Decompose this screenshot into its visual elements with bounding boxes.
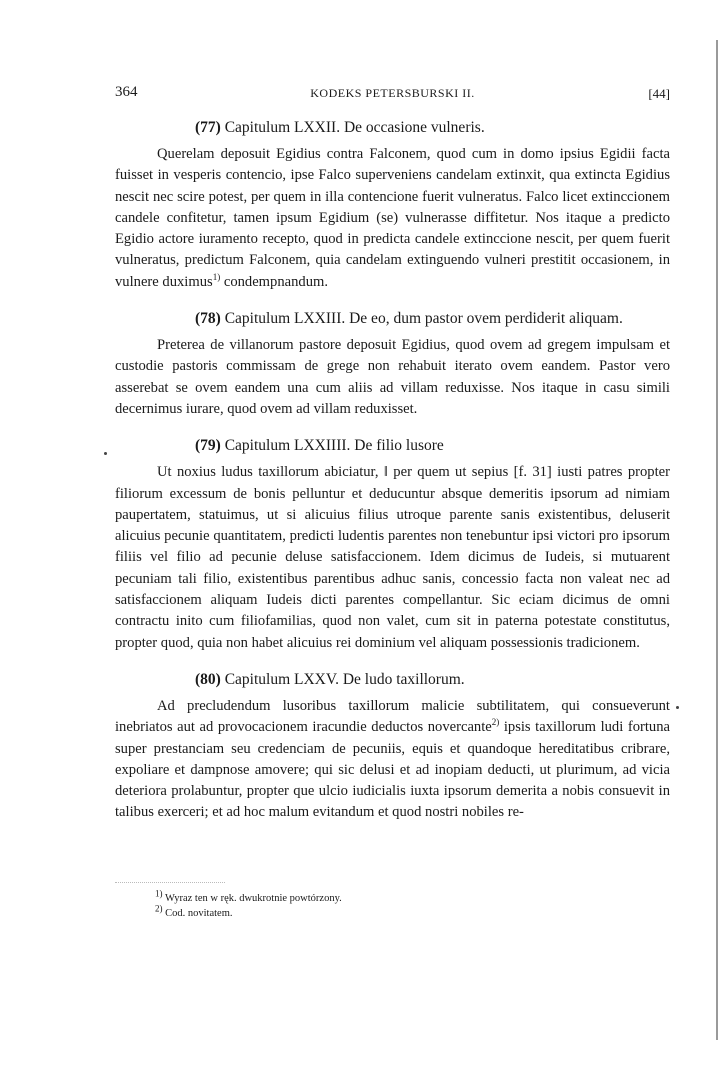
footnote-ref: 2)	[491, 717, 500, 728]
chapter-heading: (79) Capitulum LXXIIII. De filio lusore	[195, 437, 444, 455]
signature-mark: [44]	[648, 86, 670, 101]
chapter-heading: (77) Capitulum LXXII. De occasione vulneris.	[195, 119, 485, 136]
ink-speck	[104, 452, 107, 455]
page-edge-line	[716, 40, 718, 1040]
footnote-rule	[115, 882, 225, 883]
running-header	[115, 84, 670, 108]
footnote-ref: 1)	[212, 271, 221, 282]
footnote: $^{1)}$ Wyraz ten w ręk. dwukrotnie powtórzony.	[155, 888, 342, 904]
footnote: $^{2)}$ Cod. novitatem.	[155, 903, 233, 919]
ink-speck	[676, 706, 679, 709]
chapter-text: Querelam deposuit Egidius contra Falconem, quod cum in domo ipsius Egidii facta fuisset in vesperis contencio, ipse Falco superveniens candelam extinxit, qua extincta Egidius nescit nec scire potest, per quem in illa contencione fuerit vulneratus. Falco licet extinccionem candele confitetur, tamen ipsum Egidium (se) vulnerasse diffitetur. Nos itaque a predicto Egidio actore iuramento recepto, quod in predicta candele extinccione nescit, per quem fuerit vulneratus, predictum Falconem, quia candelam extinguendo vulneri prestitit occasionem, in vulnere duximus$^{1)}$ condempnandum.	[115, 146, 670, 290]
chapter-text: Ad precludendum lusoribus taxillorum malicie subtilitatem, qui consueverunt inebriatos aut ad provocacionem iracundie deductos novercante$^{2)}$ ipsis taxillorum ludi fortuna super prestanciam seu credenciam de pecuniis, equis et quandoque hereditatibus cribrare, expoliare et dampnose amovere; qui sic delusi et ad inopiam deducti, ut plurimum, ad vicia deteriora prolabuntur, propter que ulcio iudicialis iuxta ipsorum demerita a nobis consuevit in talibus exerceri; et ad hoc malum evitandum et quod nostri nobiles re-	[115, 697, 670, 821]
chapter-heading: (78) Capitulum LXXIII. De eo, dum pastor ovem perdiderit aliquam.	[195, 310, 623, 328]
page-number: 364	[115, 84, 138, 100]
running-title: KODEKS PETERSBURSKI II.	[310, 86, 475, 100]
chapter-77	[115, 118, 670, 824]
chapter-text: Ut noxius ludus taxillorum abiciatur, ‖ per quem ut sepius [f. 31] iusti patres propter filiorum excessum de bonis pelluntur et deducuntur absque demeritis ipsorum ad nimiam paupertatem, statuimus, ut si alicuius filius utroque parente sanis existentibus, deluserit alicuius pecunie quantitatem, predicti ludentis parentes non tenebuntur ipsi victori pro ipsorum filiis vel filio ad pecunie deluse satisfaccionem. Idem dicimus de Iudeis, si mutuarent pecuniam tali filio, existentibus parentibus adhuc sanis, concessio facta non valeat nec ad satisfaccionem aliquam Iudeis dicti parentes compellantur. Sic eciam dicimus de omni contractu inito cum filiofamilias, quod non valet, cum sit in paterna potestate constitutus, propter quod, quia non habet alicuius rei dominium vel aliquam possessionis tradicionem.	[115, 464, 670, 651]
chapter-heading: (80) Capitulum LXXV. De ludo taxillorum.	[195, 670, 465, 688]
footnotes	[115, 882, 670, 921]
chapter-text: Preterea de villanorum pastore deposuit Egidius, quod ovem ad gregem impulsam et custodie pastoris commissam de grege non rehabuit iterato ovem eandem. Pastor vero asserebat se ovem eandem una cum aliis ad villam reduxisse. Nos itaque in casu simili decernimus iurare, quod ovem ad villam reduxisset.	[115, 337, 670, 417]
